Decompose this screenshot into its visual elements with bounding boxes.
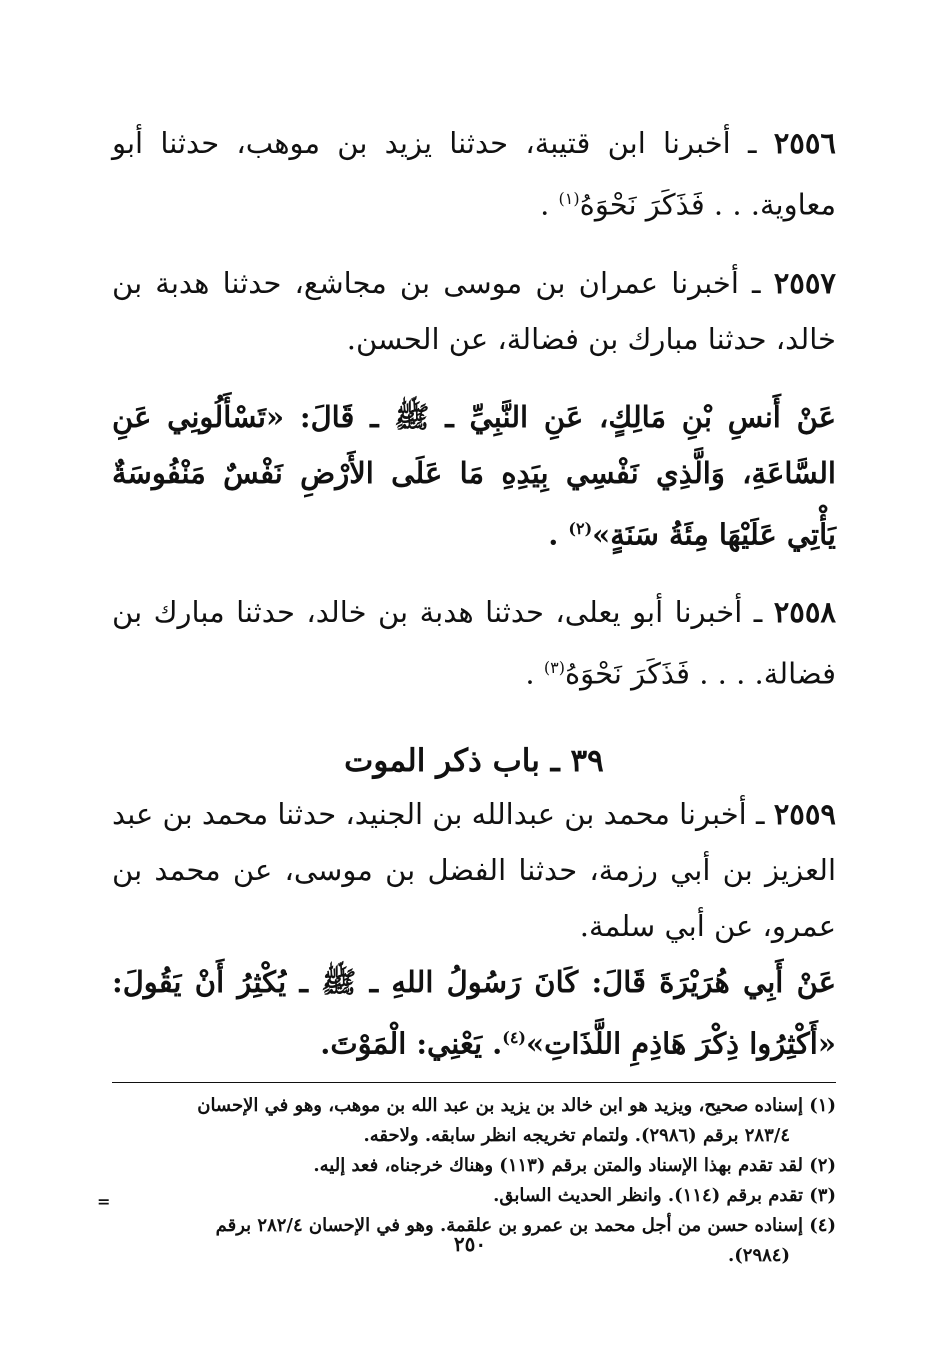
hadith-end: . bbox=[540, 187, 559, 222]
matn-end: . bbox=[548, 517, 569, 552]
hadith-text: ـ أخبرنا محمد بن عبدالله بن الجنيد، حدثنا محمد بن عبد العزيز بن أبي رزمة، حدثنا الفضل بن موسى، عن محمد بن عمرو، عن أبي سلمة. bbox=[112, 796, 836, 943]
hadith-2557 bbox=[112, 255, 836, 367]
hadith-2558 bbox=[112, 584, 836, 702]
matn-end: . يَعْنِي: الْمَوْتَ. bbox=[320, 1026, 503, 1061]
matn-anas bbox=[112, 389, 836, 563]
footnote-3 bbox=[112, 1181, 836, 1211]
footnote-ref[interactable]: (٣) bbox=[543, 658, 565, 678]
footnote-ref[interactable]: (٢) bbox=[568, 518, 593, 538]
footnote-divider bbox=[112, 1082, 836, 1083]
hadith-number: ٢٥٥٩ bbox=[773, 796, 836, 831]
footnote-text: تقدم برقم (١١٤). وانظر الحديث السابق. bbox=[493, 1184, 803, 1206]
footnote-text: إسناده حسن من أجل محمد بن عمرو بن علقمة. وهو في الإحسان ٢٨٢/٤ برقم bbox=[215, 1214, 803, 1236]
footnote-2 bbox=[112, 1151, 836, 1181]
hadith-number: ٢٥٥٦ bbox=[773, 126, 836, 160]
hadith-number: ٢٥٥٧ bbox=[773, 265, 837, 300]
matn-text: عَنْ أَبِي هُرَيْرَةَ قَالَ: كَانَ رَسُولُ اللهِ ـ ﷺ ـ يُكْثِرُ أَنْ يَقُولَ: «أَكْثِرُوا ذِكْرَ هَاذِمِ اللَّذَاتِ» bbox=[112, 964, 836, 1061]
hadith-2559 bbox=[112, 786, 836, 954]
footnote-number: (٤) bbox=[809, 1214, 836, 1236]
chapter-heading: ٣٩ ـ باب ذكر الموت bbox=[344, 742, 604, 779]
page-body bbox=[112, 115, 836, 1271]
hadith-2556 bbox=[112, 115, 836, 233]
footnote-text: لقد تقدم بهذا الإسناد والمتن برقم (١١٣) وهناك خرجناه، فعد إليه. bbox=[313, 1154, 803, 1176]
hadith-number: ٢٥٥٨ bbox=[773, 595, 836, 630]
footnote-number: (٣) bbox=[809, 1184, 836, 1206]
footnote-number: (١) bbox=[809, 1094, 836, 1116]
footnote-ref[interactable]: (٤) bbox=[502, 1027, 526, 1047]
matn-abu-hurayra bbox=[112, 954, 836, 1072]
hadith-text: ـ أخبرنا عمران بن موسى بن مجاشع، حدثنا هدبة بن خالد، حدثنا مبارك بن فضالة، عن الحسن. bbox=[112, 265, 836, 356]
matn-text: عَنْ أَنسِ بْنِ مَالِكٍ، عَنِ النَّبِيِّ ـ ﷺ ـ قَالَ: «تَسْأَلُونِي عَنِ السَّاعَةِ، وَالَّذِي نَفْسِي بِيَدِهِ مَا عَلَى الأَرْضِ نَفْسٌ مَنْفُوسَةٌ يَأْتِي عَلَيْهَا مِئَةُ سَنَةٍ» bbox=[112, 399, 836, 552]
footnote-text: إسناده صحيح، ويزيد هو ابن خالد بن يزيد بن عبد الله بن موهب، وهو في الإحسان bbox=[197, 1094, 803, 1116]
hadith-end: . bbox=[525, 656, 544, 691]
footnote-1 bbox=[112, 1091, 836, 1151]
footnote-continuation: ٢٨٣/٤ برقم (٢٩٨٦). ولتمام تخريجه انظر سابقه. ولاحقه. bbox=[363, 1124, 790, 1146]
footnote-continuation: (٢٩٨٤). bbox=[728, 1244, 790, 1266]
continuation-mark: = bbox=[97, 1192, 111, 1211]
hadith-text: ـ أخبرنا أبو يعلى، حدثنا هدبة بن خالد، حدثنا مبارك بن فضالة. . . . فَذَكَرَ نَحْوَهُ bbox=[112, 595, 836, 691]
hadith-text: ـ أخبرنا ابن قتيبة، حدثنا يزيد بن موهب، حدثنا أبو معاوية. . . فَذَكَرَ نَحْوَهُ bbox=[112, 126, 836, 222]
page-number: ٢٥٠ bbox=[453, 1232, 487, 1256]
footnote-ref[interactable]: (١) bbox=[558, 189, 580, 208]
footnote-number: (٢) bbox=[809, 1154, 836, 1176]
